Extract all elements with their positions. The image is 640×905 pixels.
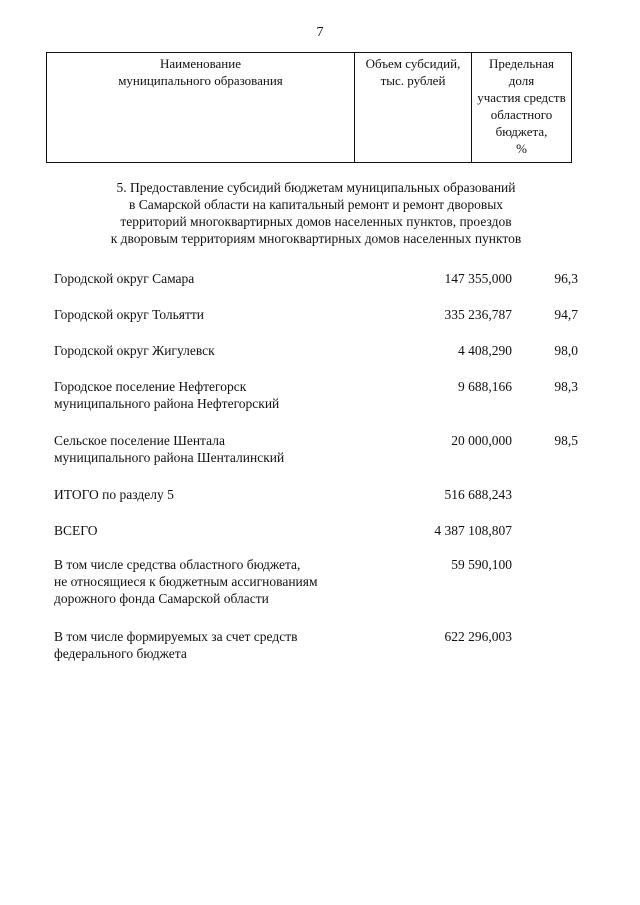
header-regional-share: Предельная доля участия средств областного бюджета, % — [472, 53, 572, 163]
row-name: В том числе средства областного бюджета, не относящиеся к бюджетным ассигнованиям дорожного фонда Самарской области — [54, 557, 318, 606]
row-amount: 622 296,003 — [444, 629, 512, 644]
header-row — [47, 53, 572, 163]
header-municipality-name — [47, 53, 355, 163]
row-amount: 335 236,787 — [444, 307, 512, 322]
row-amount: 147 355,000 — [444, 271, 512, 286]
header-subsidy-volume-text: Объем субсидий, тыс. рублей — [365, 56, 461, 88]
row-share: 94,7 — [554, 307, 578, 322]
row-name: В том числе формируемых за счет средств федерального бюджета — [54, 629, 298, 661]
header-municipality-name-text: Наименование муниципального образования — [118, 56, 283, 88]
row-name: Городской округ Жигулевск — [54, 343, 215, 358]
section-title: 5. Предоставление субсидий бюджетам муниципальных образований в Самарской области на капитальный ремонт и ремонт дворовых территорий многоквартирных домов населенных пунктов, проездов к дворовым территориям многоквартирных домов населенных пунктов — [110, 180, 522, 246]
row-amount: 20 000,000 — [451, 433, 512, 448]
row-name: Городской округ Самара — [54, 271, 195, 286]
row-share: 96,3 — [554, 271, 578, 286]
row-share: 98,3 — [554, 379, 578, 394]
header-table — [46, 52, 572, 163]
row-name: Городской округ Тольятти — [54, 307, 205, 322]
row-amount: 59 590,100 — [451, 557, 512, 572]
header-subsidy-volume — [355, 53, 472, 163]
row-name: ВСЕГО — [54, 523, 98, 538]
row-name: Сельское поселение Шентала муниципального района Шенталинский — [54, 433, 285, 465]
row-amount: 516 688,243 — [444, 487, 512, 502]
row-share: 98,0 — [554, 343, 578, 358]
row-amount: 4 387 108,807 — [434, 523, 512, 538]
page-number: 7 — [316, 25, 324, 40]
row-share: 98,5 — [554, 433, 578, 448]
row-amount: 4 408,290 — [458, 343, 512, 358]
row-name: ИТОГО по разделу 5 — [54, 487, 174, 502]
row-amount: 9 688,166 — [458, 379, 512, 394]
row-name: Городское поселение Нефтегорск муниципального района Нефтегорский — [54, 379, 280, 411]
